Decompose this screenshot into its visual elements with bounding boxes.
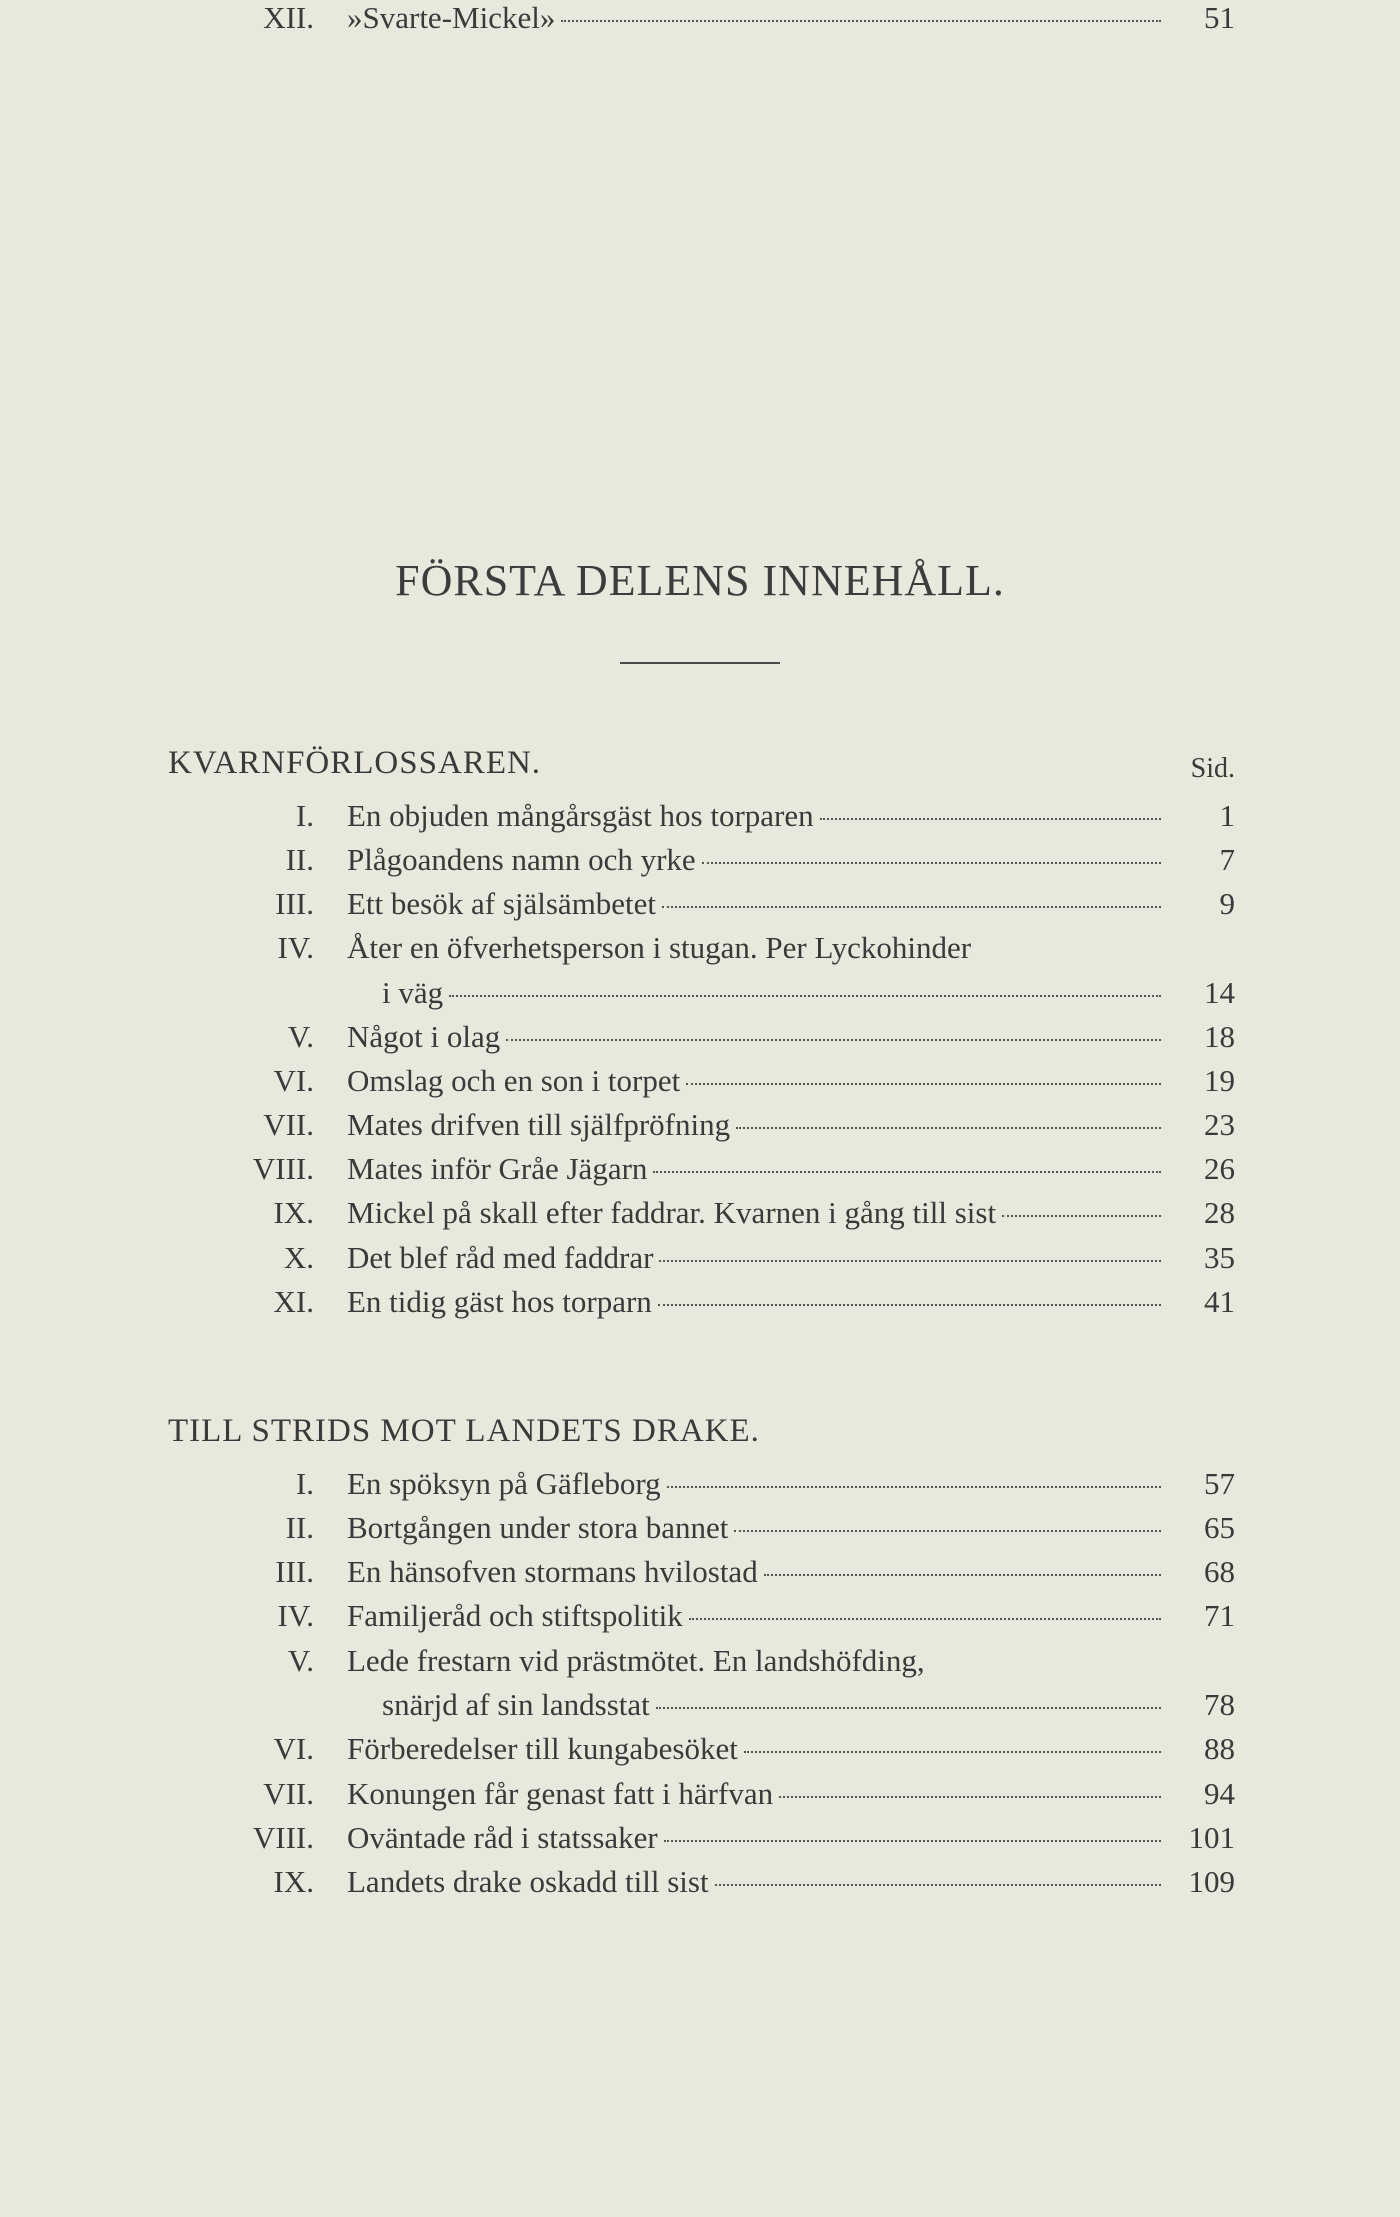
section-heading: KVARNFÖRLOSSAREN. <box>168 745 542 781</box>
chapter-number: III. <box>275 886 314 921</box>
chapter-title <box>347 842 1165 878</box>
chapter-title <box>347 1776 1165 1812</box>
chapter-title-text: Mickel på skall efter faddrar. Kvarnen i gång till sist <box>347 1195 997 1230</box>
dot-leader <box>659 1260 1161 1262</box>
chapter-number: VIII. <box>252 1820 314 1855</box>
page-number: 23 <box>1204 1107 1235 1142</box>
chapter-number: V. <box>287 1019 314 1054</box>
toc-entry <box>0 0 1400 44</box>
dot-leader <box>686 1083 1161 1085</box>
chapter-title-text: Det blef råd med faddrar <box>347 1240 654 1275</box>
chapter-number: I. <box>295 1466 314 1501</box>
page-number: 9 <box>1219 886 1235 921</box>
chapter-title-text: Omslag och en son i torpet <box>347 1063 681 1098</box>
chapter-title-text: Mates drifven till själfpröfning <box>347 1107 731 1142</box>
toc-entry <box>0 1820 1400 1864</box>
dot-leader <box>1002 1215 1161 1217</box>
title-rule <box>620 662 780 664</box>
chapter-title-text: Landets drake oskadd till sist <box>347 1864 709 1899</box>
chapter-number: IX. <box>273 1195 314 1230</box>
chapter-title <box>347 1195 1165 1231</box>
chapter-number: XII. <box>263 0 314 35</box>
page-column-label: Sid. <box>1190 753 1235 784</box>
chapter-title-text: Förberedelser till kungabesöket <box>347 1731 738 1766</box>
dot-leader <box>506 1039 1161 1041</box>
page-number: 88 <box>1204 1731 1235 1766</box>
chapter-number: VII. <box>263 1107 314 1142</box>
chapter-number: I. <box>295 798 314 833</box>
chapter-title-text: En objuden mångårsgäst hos torparen <box>347 798 814 833</box>
page-number: 109 <box>1188 1864 1235 1899</box>
dot-leader <box>689 1618 1161 1620</box>
chapter-number: VI. <box>273 1063 314 1098</box>
chapter-title-text: En tidig gäst hos torparn <box>347 1284 652 1319</box>
page-number: 41 <box>1204 1284 1235 1319</box>
chapter-title <box>347 1284 1165 1320</box>
chapter-number: VIII. <box>252 1151 314 1186</box>
dot-leader <box>656 1707 1161 1709</box>
chapter-title <box>347 1731 1165 1767</box>
toc-entry <box>0 1466 1400 1510</box>
page-number: 94 <box>1204 1776 1235 1811</box>
chapter-title <box>347 1820 1165 1856</box>
toc-entry <box>0 930 1400 974</box>
dot-leader <box>744 1751 1161 1753</box>
chapter-title <box>347 886 1165 922</box>
chapter-title <box>382 975 1165 1011</box>
chapter-title <box>347 1240 1165 1276</box>
toc-entry <box>0 1284 1400 1328</box>
toc-entry <box>0 1195 1400 1239</box>
page-number: 19 <box>1204 1063 1235 1098</box>
chapter-title-text: Mates inför Gråe Jägarn <box>347 1151 648 1186</box>
dot-leader <box>561 20 1161 22</box>
toc-entry <box>0 1063 1400 1107</box>
toc-entry <box>0 886 1400 930</box>
chapter-title-text: Familjeråd och stiftspolitik <box>347 1598 683 1633</box>
dot-leader <box>736 1127 1161 1129</box>
chapter-title-text: i väg <box>382 975 444 1010</box>
chapter-title-text: Åter en öfverhetsperson i stugan. Per Lyckohinder <box>347 930 972 965</box>
chapter-title-text: Plågoandens namn och yrke <box>347 842 696 877</box>
chapter-title <box>347 930 1165 966</box>
dot-leader <box>734 1530 1161 1532</box>
chapter-title <box>347 1107 1165 1143</box>
chapter-title <box>347 1598 1165 1634</box>
chapter-number: XI. <box>273 1284 314 1319</box>
chapter-number: IV. <box>277 930 314 965</box>
dot-leader <box>667 1486 1161 1488</box>
toc-entry <box>0 798 1400 842</box>
page-title: FÖRSTA DELENS INNEHÅLL. <box>395 556 1005 605</box>
page-number: 57 <box>1204 1466 1235 1501</box>
chapter-number: IV. <box>277 1598 314 1633</box>
chapter-title-text: Lede frestarn vid prästmötet. En landshöfding, <box>347 1643 925 1678</box>
chapter-title <box>347 1466 1165 1502</box>
chapter-title-text: En spöksyn på Gäfleborg <box>347 1466 661 1501</box>
toc-entry <box>0 1598 1400 1642</box>
dot-leader <box>658 1304 1161 1306</box>
section-heading: TILL STRIDS MOT LANDETS DRAKE. <box>168 1413 760 1449</box>
page-number: 65 <box>1204 1510 1235 1545</box>
toc-entry <box>0 1554 1400 1598</box>
chapter-number: VII. <box>263 1776 314 1811</box>
dot-leader <box>715 1884 1161 1886</box>
toc-entry <box>0 1643 1400 1687</box>
chapter-title <box>347 1063 1165 1099</box>
dot-leader <box>820 818 1161 820</box>
chapter-title <box>347 798 1165 834</box>
page-number: 78 <box>1204 1687 1235 1722</box>
chapter-title-text: Oväntade råd i statssaker <box>347 1820 658 1855</box>
toc-entry <box>0 842 1400 886</box>
dot-leader <box>779 1796 1161 1798</box>
page-number: 1 <box>1219 798 1235 833</box>
toc-entry <box>0 1151 1400 1195</box>
chapter-title <box>347 1643 1165 1679</box>
chapter-number: II. <box>285 842 314 877</box>
chapter-title-text: »Svarte-Mickel» <box>347 0 556 35</box>
chapter-title-text: Bortgången under stora bannet <box>347 1510 729 1545</box>
chapter-number: V. <box>287 1643 314 1678</box>
page-number: 18 <box>1204 1019 1235 1054</box>
chapter-title <box>347 1019 1165 1055</box>
chapter-number: X. <box>283 1240 314 1275</box>
chapter-title <box>382 1687 1165 1723</box>
page-number: 7 <box>1219 842 1235 877</box>
page-number: 51 <box>1204 0 1235 35</box>
page-number: 28 <box>1204 1195 1235 1230</box>
chapter-number: IX. <box>273 1864 314 1899</box>
dot-leader <box>449 995 1161 997</box>
page-number: 68 <box>1204 1554 1235 1589</box>
chapter-title-text: snärjd af sin landsstat <box>382 1687 650 1722</box>
toc-entry <box>0 1687 1400 1731</box>
dot-leader <box>653 1171 1161 1173</box>
chapter-title-text: Något i olag <box>347 1019 501 1054</box>
dot-leader <box>702 862 1161 864</box>
page-number: 26 <box>1204 1151 1235 1186</box>
chapter-title <box>347 1864 1165 1900</box>
toc-entry <box>0 1731 1400 1775</box>
dot-leader <box>664 1840 1161 1842</box>
dot-leader <box>764 1574 1161 1576</box>
chapter-title <box>347 0 1165 36</box>
chapter-title <box>347 1554 1165 1590</box>
page-number: 14 <box>1204 975 1235 1010</box>
chapter-title-text: En hänsofven stormans hvilostad <box>347 1554 758 1589</box>
chapter-number: II. <box>285 1510 314 1545</box>
chapter-number: VI. <box>273 1731 314 1766</box>
toc-entry <box>0 1107 1400 1151</box>
page-number: 35 <box>1204 1240 1235 1275</box>
chapter-title-text: Ett besök af själsämbetet <box>347 886 657 921</box>
chapter-title <box>347 1151 1165 1187</box>
toc-entry <box>0 975 1400 1019</box>
toc-entry <box>0 1776 1400 1820</box>
toc-entry <box>0 1510 1400 1554</box>
chapter-number: III. <box>275 1554 314 1589</box>
toc-entry <box>0 1240 1400 1284</box>
toc-entry <box>0 1864 1400 1908</box>
page-number: 101 <box>1188 1820 1235 1855</box>
dot-leader <box>662 906 1161 908</box>
page-number: 71 <box>1204 1598 1235 1633</box>
toc-entry <box>0 1019 1400 1063</box>
chapter-title <box>347 1510 1165 1546</box>
chapter-title-text: Konungen får genast fatt i härfvan <box>347 1776 774 1811</box>
